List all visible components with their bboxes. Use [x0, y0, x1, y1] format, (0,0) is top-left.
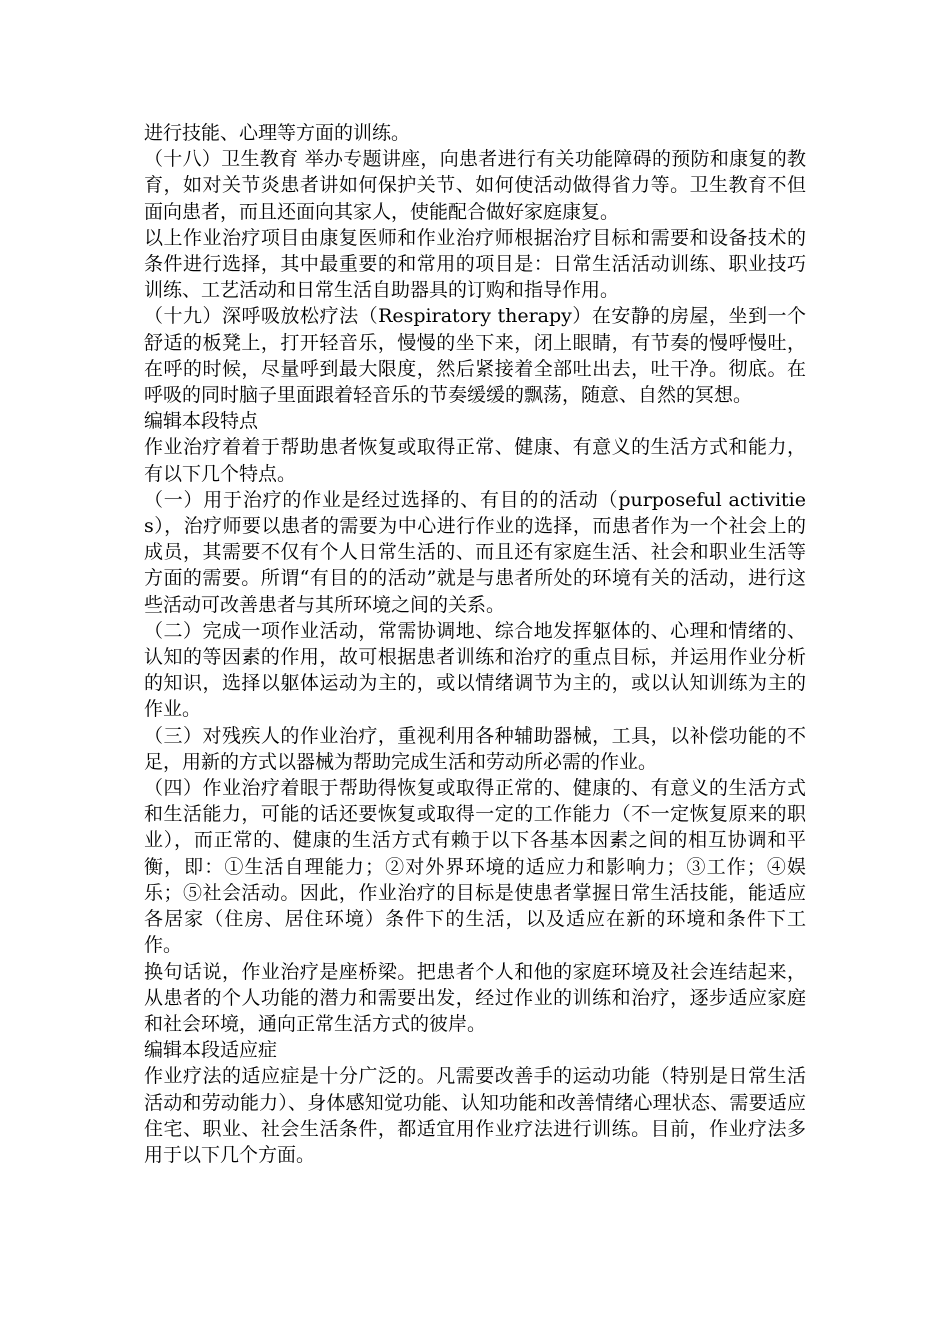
paragraph-bridge: 换句话说，作业治疗是座桥梁。把患者个人和他的家庭环境及社会连结起来，从患者的个人功能的潜力和需要出发，经过作业的训练和治疗，逐步适应家庭和社会环境，通向正常生活方式的彼岸。 — [144, 960, 806, 1035]
paragraph-skills-training: 进行技能、心理等方面的训练。 — [144, 122, 411, 144]
paragraph-health-education: （十八）卫生教育 举办专题讲座，向患者进行有关功能障碍的预防和康复的教育，如对关节炎患者讲如何保护关节、如何使活动做得省力等。卫生教育不但面向患者，而且还面向其家人，使能配合做好家庭康复。 — [144, 148, 806, 223]
paragraph-breathing-relaxation: （十九）深呼吸放松疗法（Respiratory therapy）在安静的房屋，坐到一个舒适的板凳上，打开轻音乐，慢慢的坐下来，闭上眼睛，有节奏的慢呼慢吐，在呼的时候，尽量呼到最大限度，然后紧接着全部吐出去，吐干净。彻底。在呼吸的同时脑子里面跟着轻音乐的节奏缓缓的飘荡，随意、自然的冥想。 — [144, 305, 806, 407]
document-body — [144, 120, 806, 1168]
paragraph-feature-1: （一）用于治疗的作业是经过选择的、有目的的活动（purposeful activities），治疗师要以患者的需要为中心进行作业的选择，而患者作为一个社会上的成员，其需要不仅有个人日常生活的、而且还有家庭生活、社会和职业生活等方面的需要。所谓“有目的的活动”就是与患者所处的环境有关的活动，进行这些活动可改善患者与其所环境之间的关系。 — [144, 488, 806, 616]
paragraph-therapy-selection: 以上作业治疗项目由康复医师和作业治疗师根据治疗目标和需要和设备技术的条件进行选择，其中最重要的和常用的项目是：日常生活活动训练、职业技巧训练、工艺活动和日常生活自助器具的订购和指导作用。 — [144, 226, 806, 302]
paragraph-feature-4: （四）作业治疗着眼于帮助得恢复或取得正常的、健康的、有意义的生活方式和生活能力，可能的话还要恢复或取得一定的工作能力（不一定恢复原来的职业），而正常的、健康的生活方式有赖于以下各基本因素之间的相互协调和平衡，即：①生活自理能力；②对外界环境的适应力和影响力；③工作；④娱乐；⑤社会活动。因此，作业治疗的目标是使患者掌握日常生活技能，能适应各居家（住房、居住环境）条件下的生活，以及适应在新的环境和条件下工作。 — [144, 777, 806, 957]
paragraph-feature-3: （三）对残疾人的作业治疗，重视利用各种辅助器械，工具，以补偿功能的不足，用新的方式以器械为帮助完成生活和劳动所必需的作业。 — [144, 724, 806, 773]
section-heading-indications: 编辑本段适应症 — [144, 1039, 278, 1062]
paragraph-indications: 作业疗法的适应症是十分广泛的。凡需要改善手的运动功能（特别是日常生活活动和劳动能力）、身体感知觉功能、认知功能和改善情绪心理状态、需要适应住宅、职业、社会生活条件，都适宜用作业疗法进行训练。目前，作业疗法多用于以下几个方面。 — [144, 1065, 806, 1166]
section-heading-features: 编辑本段特点 — [144, 410, 259, 433]
paragraph-feature-2: （二）完成一项作业活动，常需协调地、综合地发挥躯体的、心理和情绪的、认知的等因素的作用，故可根据患者训练和治疗的重点目标，并运用作业分析的知识，选择以躯体运动为主的，或以情绪调节为主的，或以认知训练为主的作业。 — [144, 619, 806, 721]
paragraph-features-intro: 作业治疗着着于帮助患者恢复或取得正常、健康、有意义的生活方式和能力，有以下几个特点。 — [144, 436, 806, 485]
